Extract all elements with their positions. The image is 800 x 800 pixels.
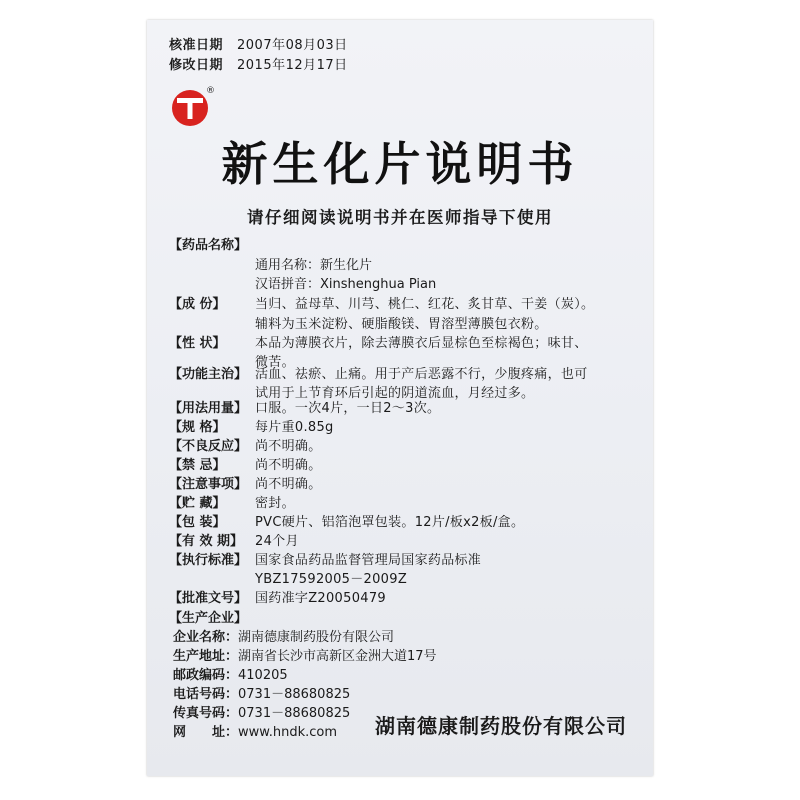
section-contra-label: 【禁 忌】 <box>169 458 226 473</box>
section-ingredients-label: 【成 份】 <box>169 297 226 312</box>
indications-line-1: 活血、祛瘀、止痛。用于产后恶露不行，少腹疼痛，也可 <box>255 367 588 382</box>
leaflet-sheet <box>147 20 653 776</box>
usage-text: 口服。一次4片，一日2～3次。 <box>255 401 441 416</box>
section-standard-label: 【执行标准】 <box>169 553 248 568</box>
address-row <box>173 647 437 666</box>
generic-name: 通用名称：新生化片 <box>255 258 373 273</box>
phone-value: 0731－88680825 <box>238 687 351 702</box>
section-approval-label: 【批准文号】 <box>169 591 248 606</box>
properties-line-2: 微苦。 <box>255 355 295 370</box>
section-indications-label: 【功能主治】 <box>169 367 248 382</box>
subtitle: 请仔细阅读说明书并在医师指导下使用 <box>247 208 553 227</box>
approve-date-value: 2007年08月03日 <box>237 38 348 53</box>
section-adverse-label: 【不良反应】 <box>169 439 248 454</box>
section-usage-label: 【用法用量】 <box>169 401 248 416</box>
caution-text: 尚不明确。 <box>255 477 322 492</box>
package-text: PVC硬片、铝箔泡罩包装。12片/板x2板/盒。 <box>255 515 525 530</box>
contra-text: 尚不明确。 <box>255 458 322 473</box>
approve-date-label: 核准日期 <box>169 38 224 53</box>
web-value: www.hndk.com <box>238 725 338 740</box>
company-label: 企业名称： <box>173 630 239 645</box>
address-label: 生产地址： <box>173 649 239 664</box>
company-row <box>173 628 394 647</box>
validity-text: 24个月 <box>255 534 299 549</box>
approve-date <box>169 34 348 53</box>
company-logo-icon <box>168 82 218 132</box>
fax-value: 0731－88680825 <box>238 706 351 721</box>
company-value: 湖南德康制药股份有限公司 <box>238 630 395 645</box>
section-package-label: 【包 装】 <box>169 515 226 530</box>
postcode-value: 410205 <box>238 668 288 683</box>
approval-text: 国药准字Z20050479 <box>255 591 386 606</box>
fax-label: 传真号码： <box>173 706 239 721</box>
section-caution-label: 【注意事项】 <box>169 477 248 492</box>
footer-company-name: 湖南德康制药股份有限公司 <box>375 714 627 738</box>
ingredients-line-1: 当归、益母草、川芎、桃仁、红花、炙甘草、干姜（炭）。 <box>255 297 595 312</box>
revise-date-value: 2015年12月17日 <box>237 58 348 73</box>
postcode-label: 邮政编码： <box>173 668 239 683</box>
revise-date-label: 修改日期 <box>169 58 224 73</box>
indications-line-2: 试用于上节育环后引起的阴道流血，月经过多。 <box>255 386 535 401</box>
spec-text: 每片重0.85g <box>255 420 334 435</box>
section-storage-label: 【贮 藏】 <box>169 496 226 511</box>
pinyin-name: 汉语拼音：Xinshenghua Pian <box>255 277 437 292</box>
page-title: 新生化片说明书 <box>221 137 579 191</box>
revise-date <box>169 54 348 73</box>
properties-line-1: 本品为薄膜衣片，除去薄膜衣后显棕色至棕褐色；味甘、 <box>255 336 588 351</box>
section-spec-label: 【规 格】 <box>169 420 226 435</box>
postcode-row <box>173 666 288 685</box>
section-drug-name-label: 【药品名称】 <box>169 238 248 253</box>
ingredients-line-2: 辅料为玉米淀粉、硬脂酸镁、胃溶型薄膜包衣粉。 <box>255 317 548 332</box>
phone-row <box>173 685 350 704</box>
storage-text: 密封。 <box>255 496 295 511</box>
standard-line-1: 国家食品药品监督管理局国家药品标准 <box>255 553 482 568</box>
section-validity-label: 【有 效 期】 <box>169 534 244 549</box>
phone-label: 电话号码： <box>173 687 239 702</box>
section-manufacturer-label: 【生产企业】 <box>169 611 248 626</box>
adverse-text: 尚不明确。 <box>255 439 322 454</box>
registered-mark: ® <box>206 86 215 96</box>
address-value: 湖南省长沙市高新区金洲大道17号 <box>238 649 437 664</box>
section-properties-label: 【性 状】 <box>169 336 226 351</box>
standard-line-2: YBZ17592005－2009Z <box>255 572 408 587</box>
web-label: 网 址： <box>173 725 239 740</box>
